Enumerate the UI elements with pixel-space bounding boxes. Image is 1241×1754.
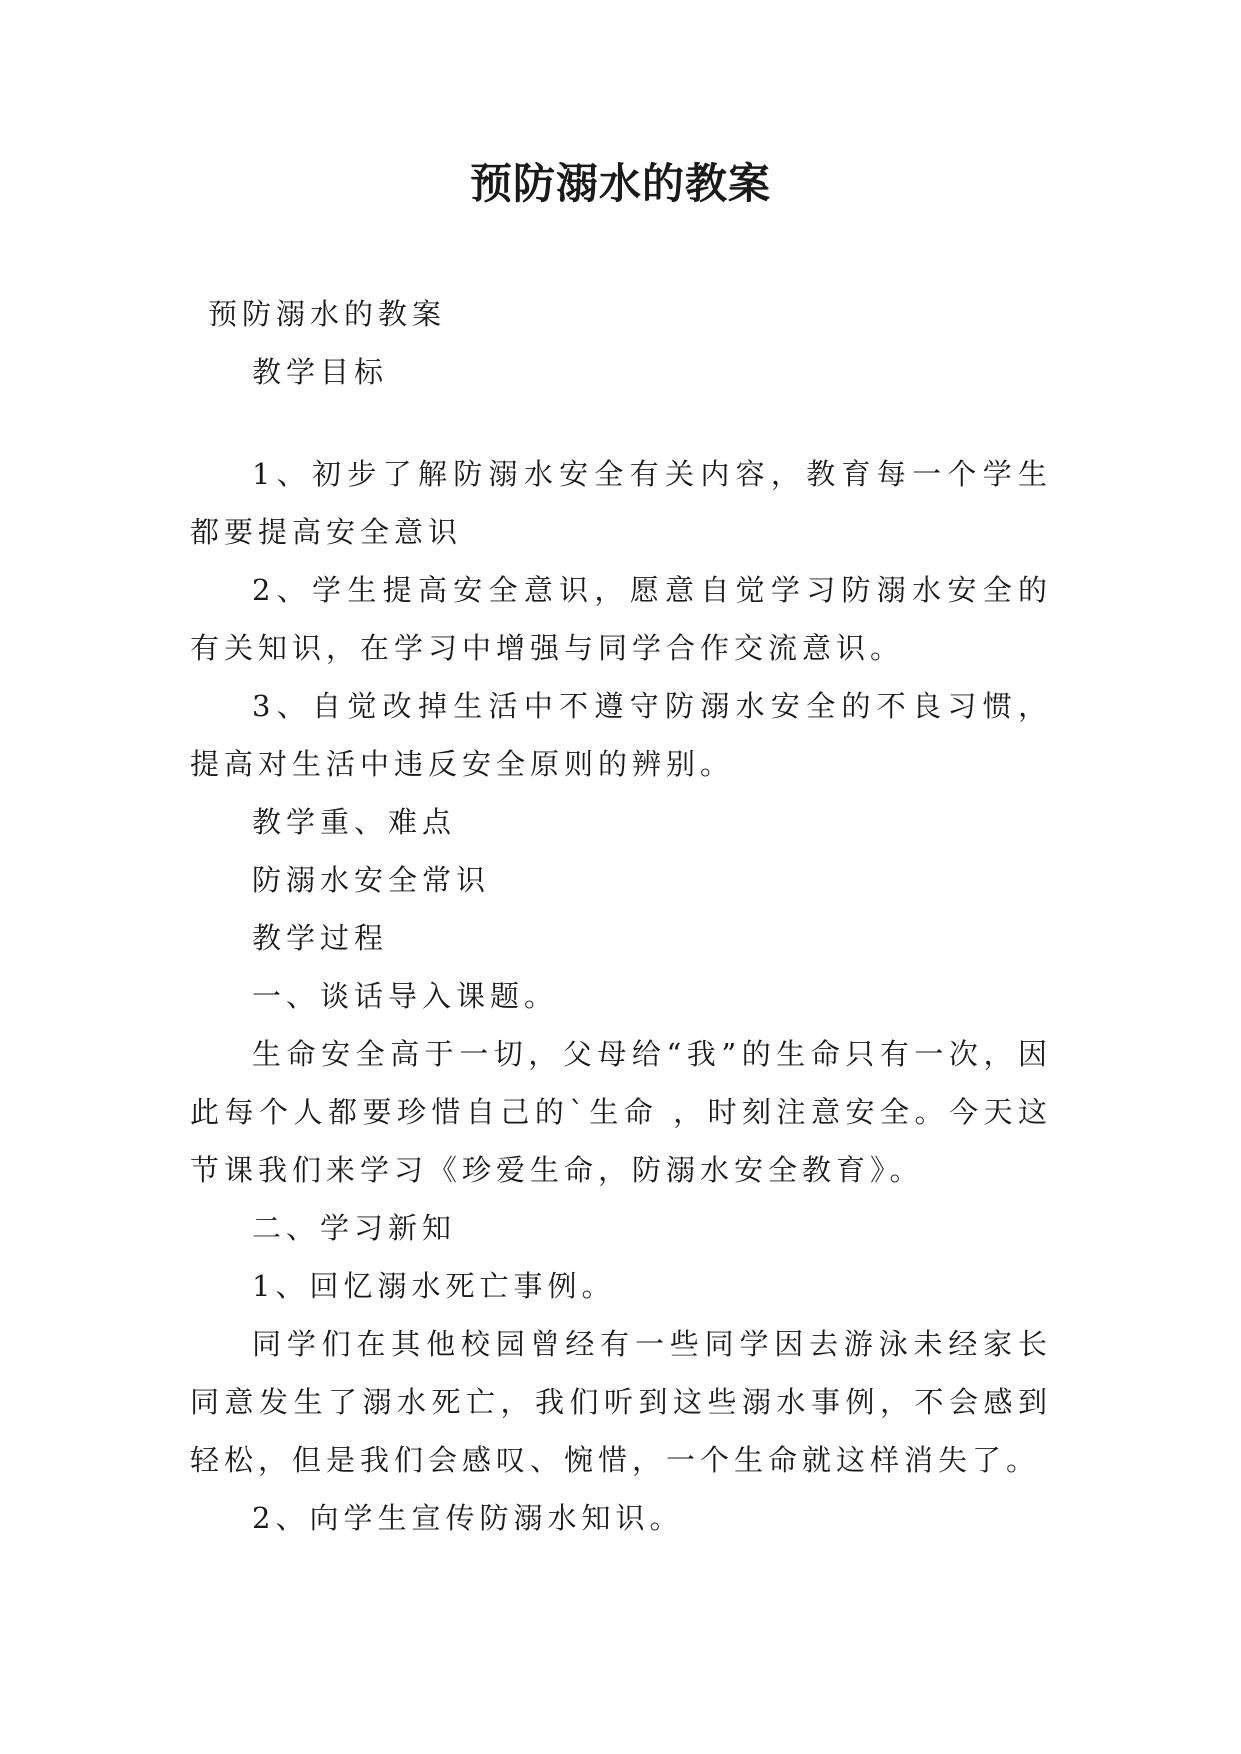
key-points-text: 防溺水安全常识 xyxy=(252,863,491,897)
document-body xyxy=(190,285,1052,1547)
intro-paragraph: 生命安全高于一切，父母给“我”的生命只有一次，因此每个人都要珍惜自己的`生命 ，时刻注意安全。今天这节课我们来学习《珍爱生命，防溺水安全教育》。 xyxy=(190,1037,1052,1187)
heading-key-points: 教学重、难点 xyxy=(252,805,457,839)
recall-paragraph: 同学们在其他校园曾经有一些同学因去游泳未经家长同意发生了溺水死亡，我们听到这些溺水事例，不会感到轻松，但是我们会感叹、惋惜，一个生命就这样消失了。 xyxy=(190,1327,1052,1477)
subsection-publicize-heading: 2、向学生宣传防溺水知识。 xyxy=(252,1501,684,1535)
goal-item-2: 2、学生提高安全意识，愿意自觉学习防溺水安全的有关知识，在学习中增强与同学合作交流意识。 xyxy=(190,573,1052,665)
goal-item-3: 3、自觉改掉生活中不遵守防溺水安全的不良习惯，提高对生活中违反安全原则的辨别。 xyxy=(190,689,1052,781)
document-title: 预防溺水的教案 xyxy=(469,159,771,208)
section-new-knowledge-heading: 二、学习新知 xyxy=(252,1211,457,1245)
paragraph-subtitle: 预防溺水的教案 xyxy=(208,297,447,331)
heading-teaching-goals: 教学目标 xyxy=(252,355,389,389)
subsection-recall-heading: 1、回忆溺水死亡事例。 xyxy=(252,1269,616,1303)
blank-line xyxy=(190,401,1052,445)
section-intro-heading: 一、谈话导入课题。 xyxy=(252,979,559,1013)
heading-teaching-process: 教学过程 xyxy=(252,921,389,955)
goal-item-1: 1、初步了解防溺水安全有关内容，教育每一个学生都要提高安全意识 xyxy=(190,457,1052,549)
